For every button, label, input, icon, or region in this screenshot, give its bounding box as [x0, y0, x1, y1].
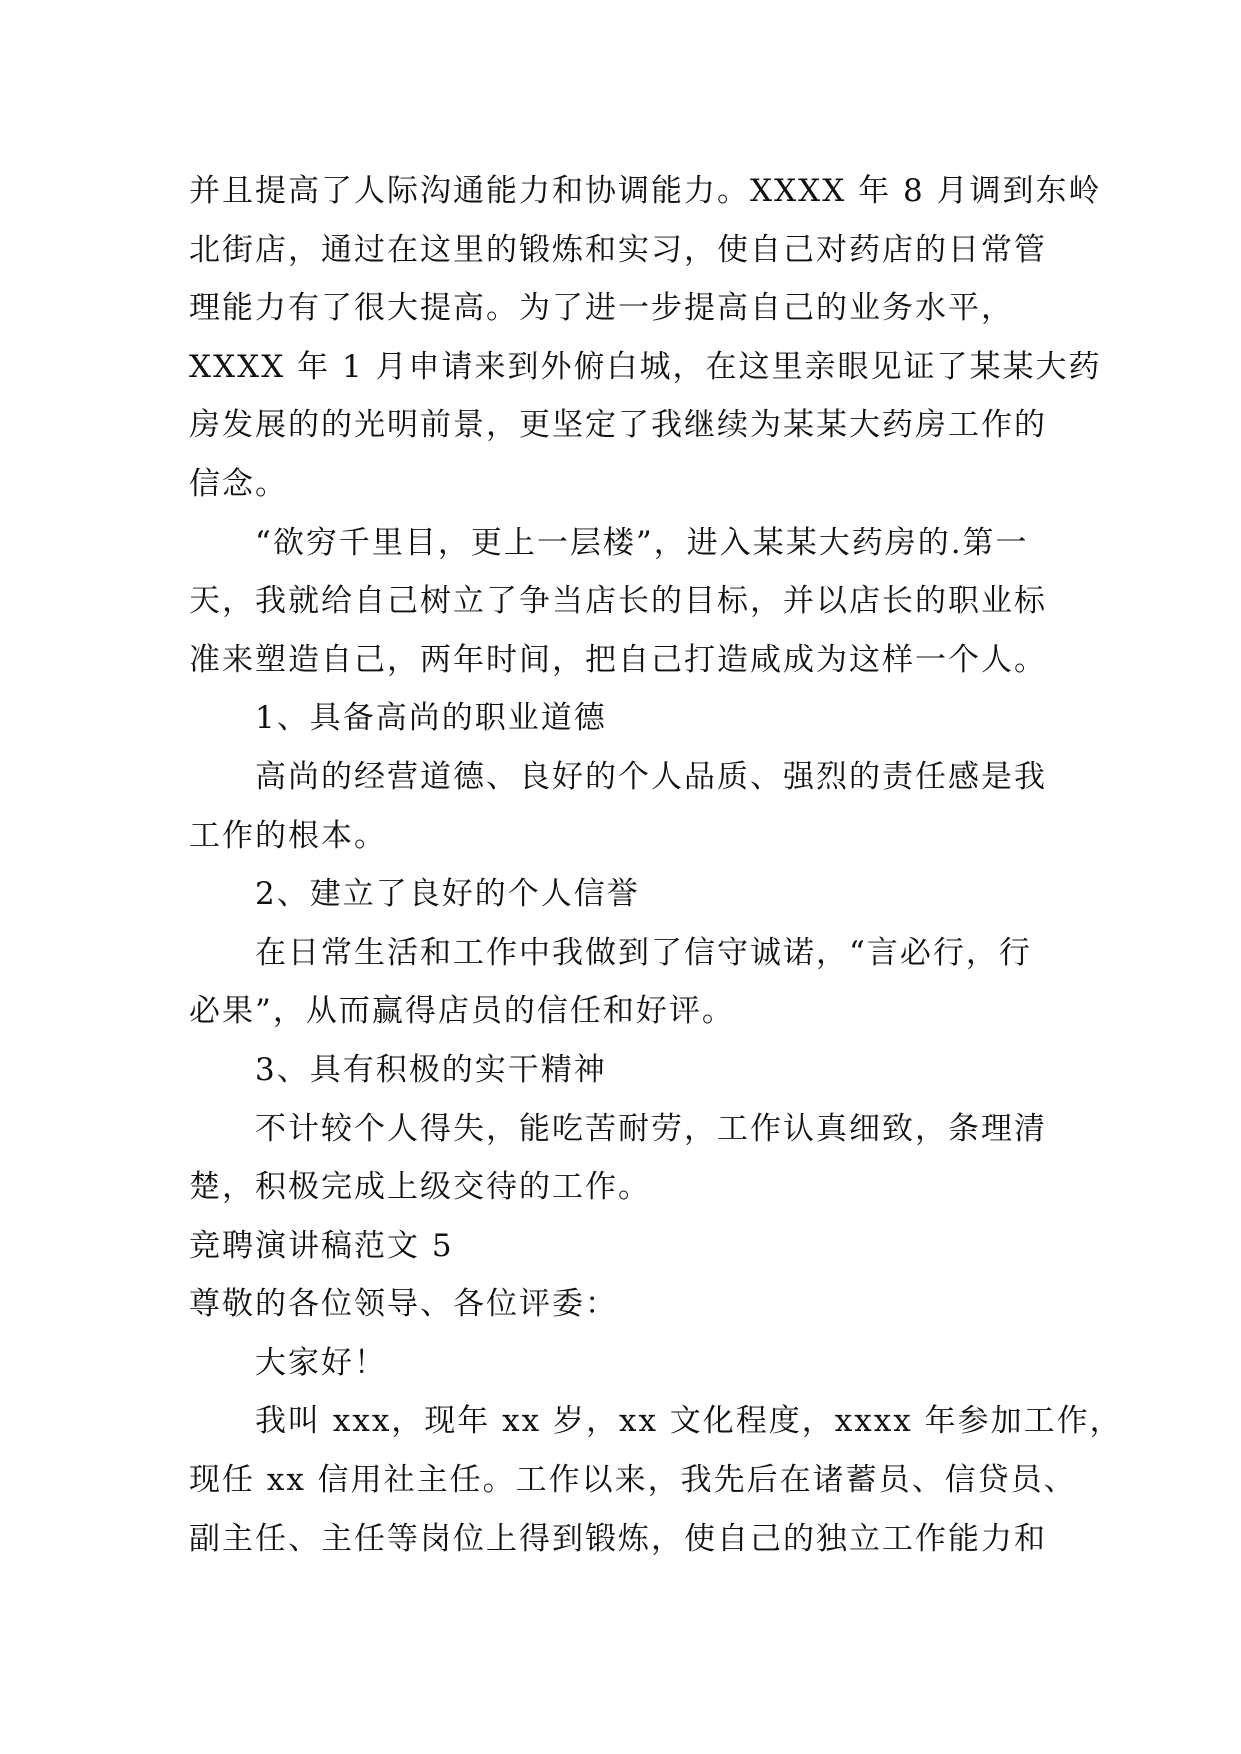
text-line: 信念。	[189, 465, 288, 502]
text-line: 理能力有了很大提高。为了进一步提高自己的业务水平，	[189, 290, 1014, 327]
text-line: 在日常生活和工作中我做到了信守诚诺，“言必行，行	[255, 934, 1032, 971]
text-line: 北街店，通过在这里的锻炼和实习，使自己对药店的日常管	[189, 231, 1047, 268]
text-line: 副主任、主任等岗位上得到锻炼，使自己的独立工作能力和	[189, 1520, 1047, 1557]
text-line: “欲穷千里目，更上一层楼”，进入某某大药房的.第一	[255, 524, 1029, 561]
text-line: 准来塑造自己，两年时间，把自己打造咸成为这样一个人。	[189, 641, 1047, 678]
text-line: 3、具有积极的实干精神	[255, 1051, 607, 1088]
document-body	[189, 162, 1123, 1568]
text-line: 工作的根本。	[189, 817, 387, 854]
text-line: XXXX 年 1 月申请来到外俯白城，在这里亲眼见证了某某大药	[189, 348, 1102, 385]
text-line: 1、具备高尚的职业道德	[255, 700, 607, 737]
text-line: 房发展的的光明前景，更坚定了我继续为某某大药房工作的	[189, 407, 1047, 444]
text-line: 楚，积极完成上级交待的工作。	[189, 1169, 651, 1206]
text-line: 并且提高了人际沟通能力和协调能力。XXXX 年 8 月调到东岭	[189, 173, 1102, 209]
text-line: 天，我就给自己树立了争当店长的目标，并以店长的职业标	[189, 583, 1047, 620]
text-line: 尊敬的各位领导、各位评委：	[189, 1286, 618, 1323]
text-line: 必果”，从而赢得店员的信任和好评。	[189, 993, 735, 1030]
text-line: 高尚的经营道德、良好的个人品质、强烈的责任感是我	[255, 758, 1047, 795]
text-line: 我叫 xxx，现年 xx 岁，xx 文化程度，xxxx 年参加工作，	[255, 1403, 1123, 1440]
text-line: 2、建立了良好的个人信誉	[255, 876, 640, 913]
text-line: 不计较个人得失，能吃苦耐劳，工作认真细致，条理清	[255, 1110, 1047, 1147]
text-line: 现任 xx 信用社主任。工作以来，我先后在诸蓄员、信贷员、	[189, 1462, 1077, 1499]
text-line: 竞聘演讲稿范文 5	[189, 1227, 454, 1264]
text-line: 大家好！	[255, 1344, 387, 1381]
